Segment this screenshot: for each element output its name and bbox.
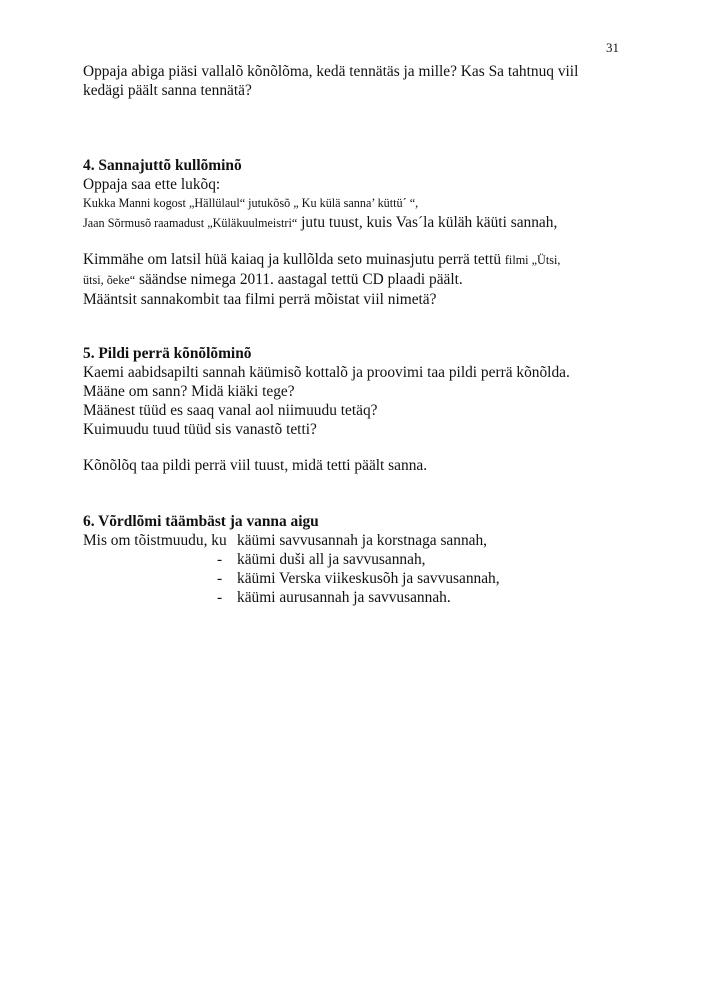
dash-bullet: - bbox=[217, 570, 223, 587]
section-6-heading: 6. Võrdlõmi täämbäst ja vanna aigu bbox=[83, 513, 319, 530]
film-paragraph-line-2 bbox=[83, 270, 663, 290]
film-paragraph-part-1: Kimmähe om latsil hüä kaiaq ja kullõlda seto muinasjutu perrä tettü bbox=[83, 251, 505, 268]
comparison-row bbox=[83, 531, 663, 550]
comparison-lead: Mis om tõistmuudu, ku bbox=[83, 532, 227, 549]
section-4-item-2 bbox=[83, 213, 663, 233]
section-6 bbox=[83, 512, 663, 607]
comparison-item: käümi aurusannah ja savvusannah. bbox=[237, 589, 451, 606]
section-4-item-2-text: jutu tuust, kuis Vas´la küläh käüti sannah, bbox=[297, 214, 558, 231]
page-number: 31 bbox=[606, 40, 619, 55]
comparison-row bbox=[83, 550, 663, 569]
dash-bullet: - bbox=[217, 589, 223, 606]
section-5-line: Kaemi aabidsapilti sannah käümisõ kottalõ ja proovimi taa pildi perrä kõnõlda. bbox=[83, 364, 570, 381]
section-5-line: Määne om sann? Midä kiäki tege? bbox=[83, 383, 295, 400]
section-4 bbox=[83, 156, 663, 233]
section-4-item-2-source: Jaan Sõrmusõ raamadust „Küläkuulmeistri“ bbox=[83, 216, 298, 230]
comparison-item: käümi savvusannah ja korstnaga sannah, bbox=[237, 532, 488, 549]
film-paragraph bbox=[83, 250, 663, 270]
comparison-row bbox=[83, 569, 663, 588]
section-5-heading: 5. Pildi perrä kõnõlõminõ bbox=[83, 345, 252, 362]
film-title-part-1: filmi „Ütsi, bbox=[504, 253, 561, 267]
film-paragraph-part-2: säändse nimega 2011. aastagal tettü CD plaadi päält. bbox=[135, 271, 463, 288]
comparison-item: käümi duši all ja savvusannah, bbox=[237, 551, 426, 568]
dash-bullet: - bbox=[217, 551, 223, 568]
intro-line-1: Oppaja abiga piäsi vallalõ kõnõlõma, kedä tennätäs ja mille? Kas Sa tahtnuq viil bbox=[83, 63, 579, 80]
section-4-lead: Oppaja saa ette lukõq: bbox=[83, 176, 221, 193]
section-5-line: Määnest tüüd es saaq vanal aol niimuudu tetäq? bbox=[83, 402, 378, 419]
intro-line-2: kedägi päält sanna tennätä? bbox=[83, 82, 252, 99]
section-4-item-1: Kukka Manni kogost „Hällülaul“ jutukõsõ „ Ku külä sanna’ küttü´ “, bbox=[83, 196, 419, 210]
comparison-row bbox=[83, 588, 663, 607]
comparison-item: käümi Verska viikeskusõh ja savvusannah, bbox=[237, 570, 500, 587]
section-5-line: Kuimuudu tuud tüüd sis vanastõ tetti? bbox=[83, 421, 317, 438]
section-5 bbox=[83, 344, 663, 439]
section-4-question: Määntsit sannakombit taa filmi perrä mõistat viil nimetä? bbox=[83, 291, 437, 308]
section-4-paragraph bbox=[83, 250, 663, 309]
intro-paragraph bbox=[83, 62, 663, 100]
section-4-heading: 4. Sannajuttõ kullõminõ bbox=[83, 157, 242, 174]
section-5-closing-text: Kõnõlõq taa pildi perrä viil tuust, midä tetti päält sanna. bbox=[83, 457, 428, 474]
section-5-closing bbox=[83, 456, 663, 475]
film-title-part-2: ütsi, õeke“ bbox=[83, 273, 136, 287]
